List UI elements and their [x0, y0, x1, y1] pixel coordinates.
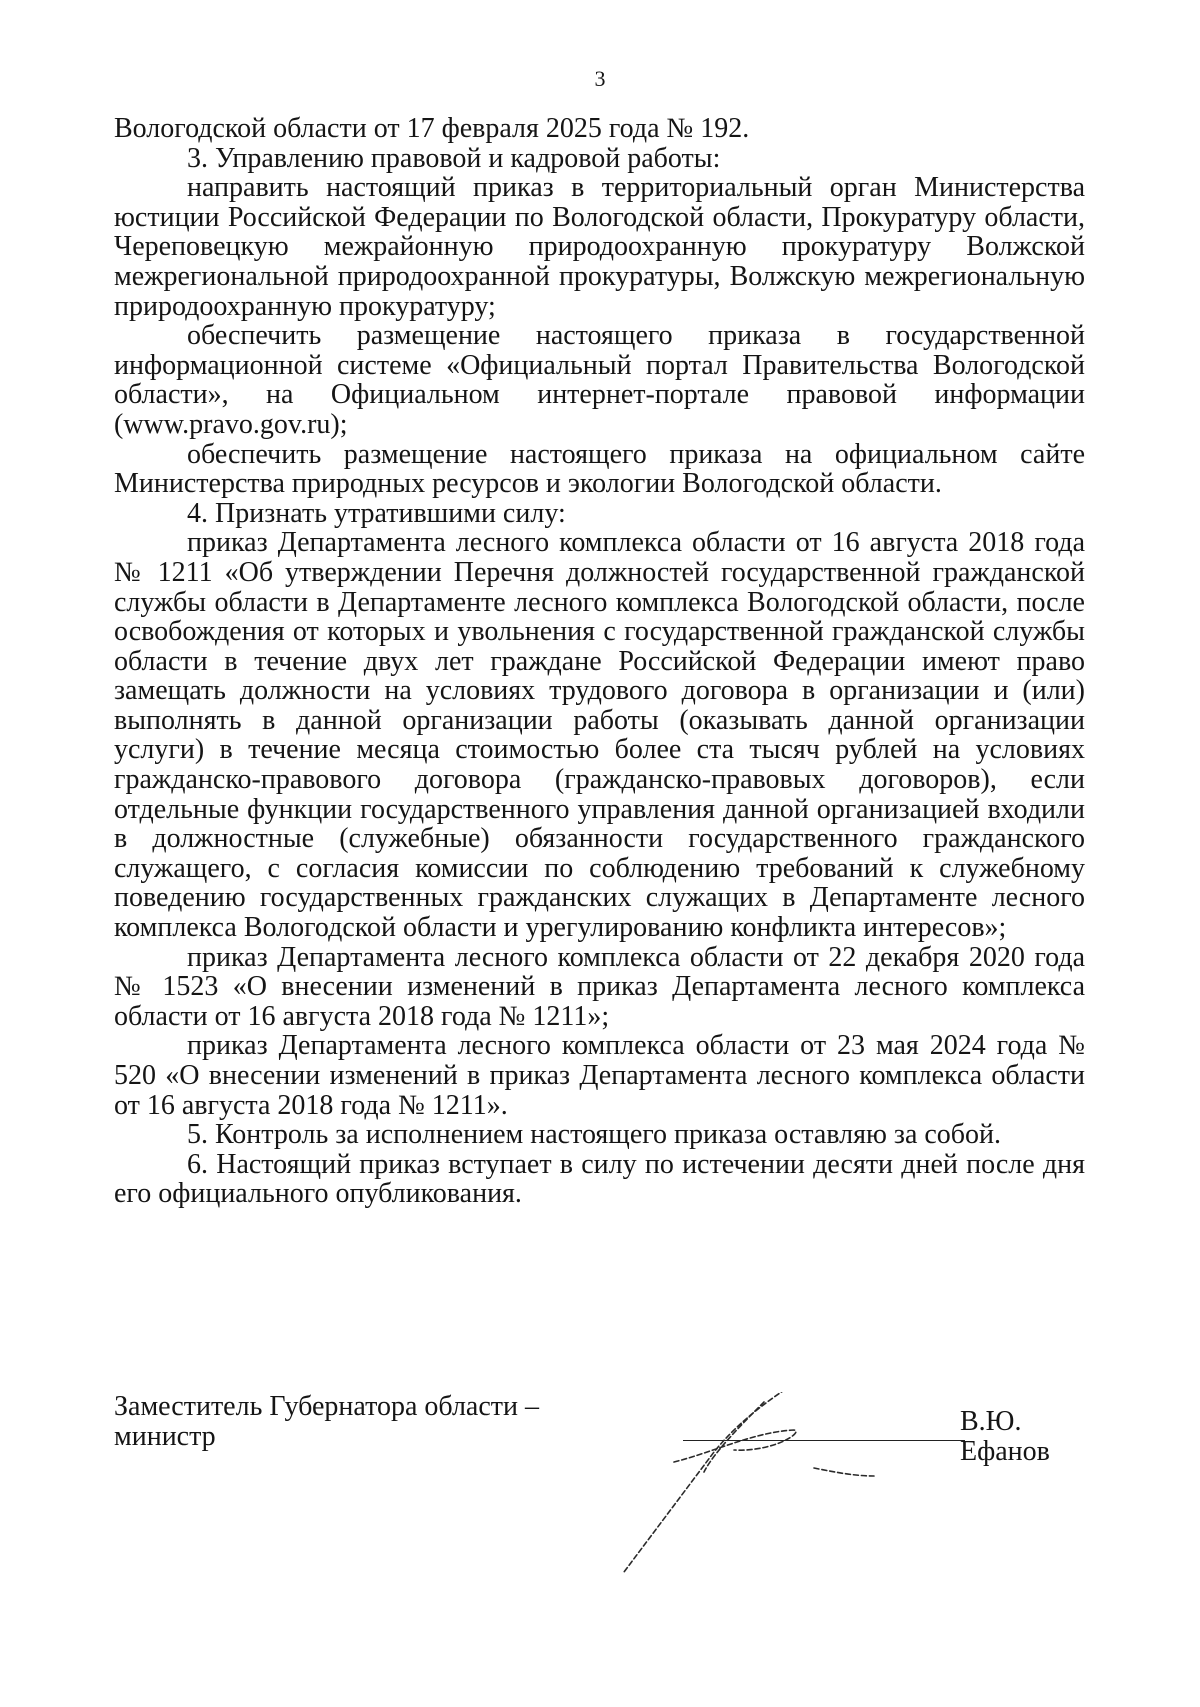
- paragraph: Вологодской области от 17 февраля 2025 года № 192.: [114, 113, 750, 144]
- paragraph: приказ Департамента лесного комплекса области от 16 августа 2018 года № 1211 «Об утверждении Перечня должностей государственной гражданской службы области в Департаменте лесного комплекса Вологодской области, после освобождения от которых и увольнения с государственной гражданской службы области в течение двух лет граждане Российской Федерации имеют право замещать должности на условиях трудового договора в организации и (или) выполнять в данной организации работы (оказывать данной организации услуги) в течение месяца стоимостью более ста тысяч рублей на условиях гражданско-правового договора (гражданско-правовых договоров), если отдельные функции государственного управления данной организацией входили в должностные (служебные) обязанности государственного гражданского служащего, с согласия комиссии по соблюдению требований к служебному поведению государственных гражданских служащих в Департаменте лесного комплекса Вологодской области и урегулированию конфликта интересов»;: [114, 527, 1085, 944]
- handwritten-signature: [114, 1392, 1085, 1592]
- signer-position-line: министр: [114, 1421, 216, 1452]
- paragraph: обеспечить размещение настоящего приказа в государственной информационной системе «Официальный портал Правительства Вологодской области», на Официальном интернет-портале правовой информации (www.pravo.gov.ru);: [114, 320, 1085, 440]
- paragraph: приказ Департамента лесного комплекса области от 23 мая 2024 года № 520 «О внесении изменений в приказ Департамента лесного комплекса области от 16 августа 2018 года № 1211».: [114, 1030, 1085, 1121]
- paragraph: обеспечить размещение настоящего приказа на официальном сайте Министерства природных ресурсов и экологии Вологодской области.: [114, 438, 1085, 500]
- signer-name: В.Ю. Ефанов: [960, 1406, 1050, 1467]
- document-body: [114, 114, 1085, 1209]
- paragraph: приказ Департамента лесного комплекса области от 22 декабря 2020 года № 1523 «О внесении изменений в приказ Департамента лесного комплекса области от 16 августа 2018 года № 1211»;: [114, 941, 1085, 1032]
- paragraph: 4. Признать утратившими силу:: [187, 497, 566, 529]
- paragraph: направить настоящий приказ в территориальный орган Министерства юстиции Российской Федерации по Вологодской области, Прокуратуру области, Череповецкую межрайонную природоохранную прокуратуру Волжской межрегиональной природоохранной прокуратуры, Волжскую межрегиональную природоохранную прокуратуру;: [114, 172, 1085, 322]
- paragraph: 5. Контроль за исполнением настоящего приказа оставляю за собой.: [187, 1119, 1002, 1151]
- paragraph: 3. Управлению правовой и кадровой работы:: [187, 142, 721, 174]
- signature-block: [114, 1391, 1085, 1467]
- signer-position-line: Заместитель Губернатора области –: [114, 1391, 539, 1422]
- paragraph: 6. Настоящий приказ вступает в силу по истечении десяти дней после дня его официального опубликования.: [114, 1148, 1085, 1210]
- page-number: 3: [594, 66, 606, 91]
